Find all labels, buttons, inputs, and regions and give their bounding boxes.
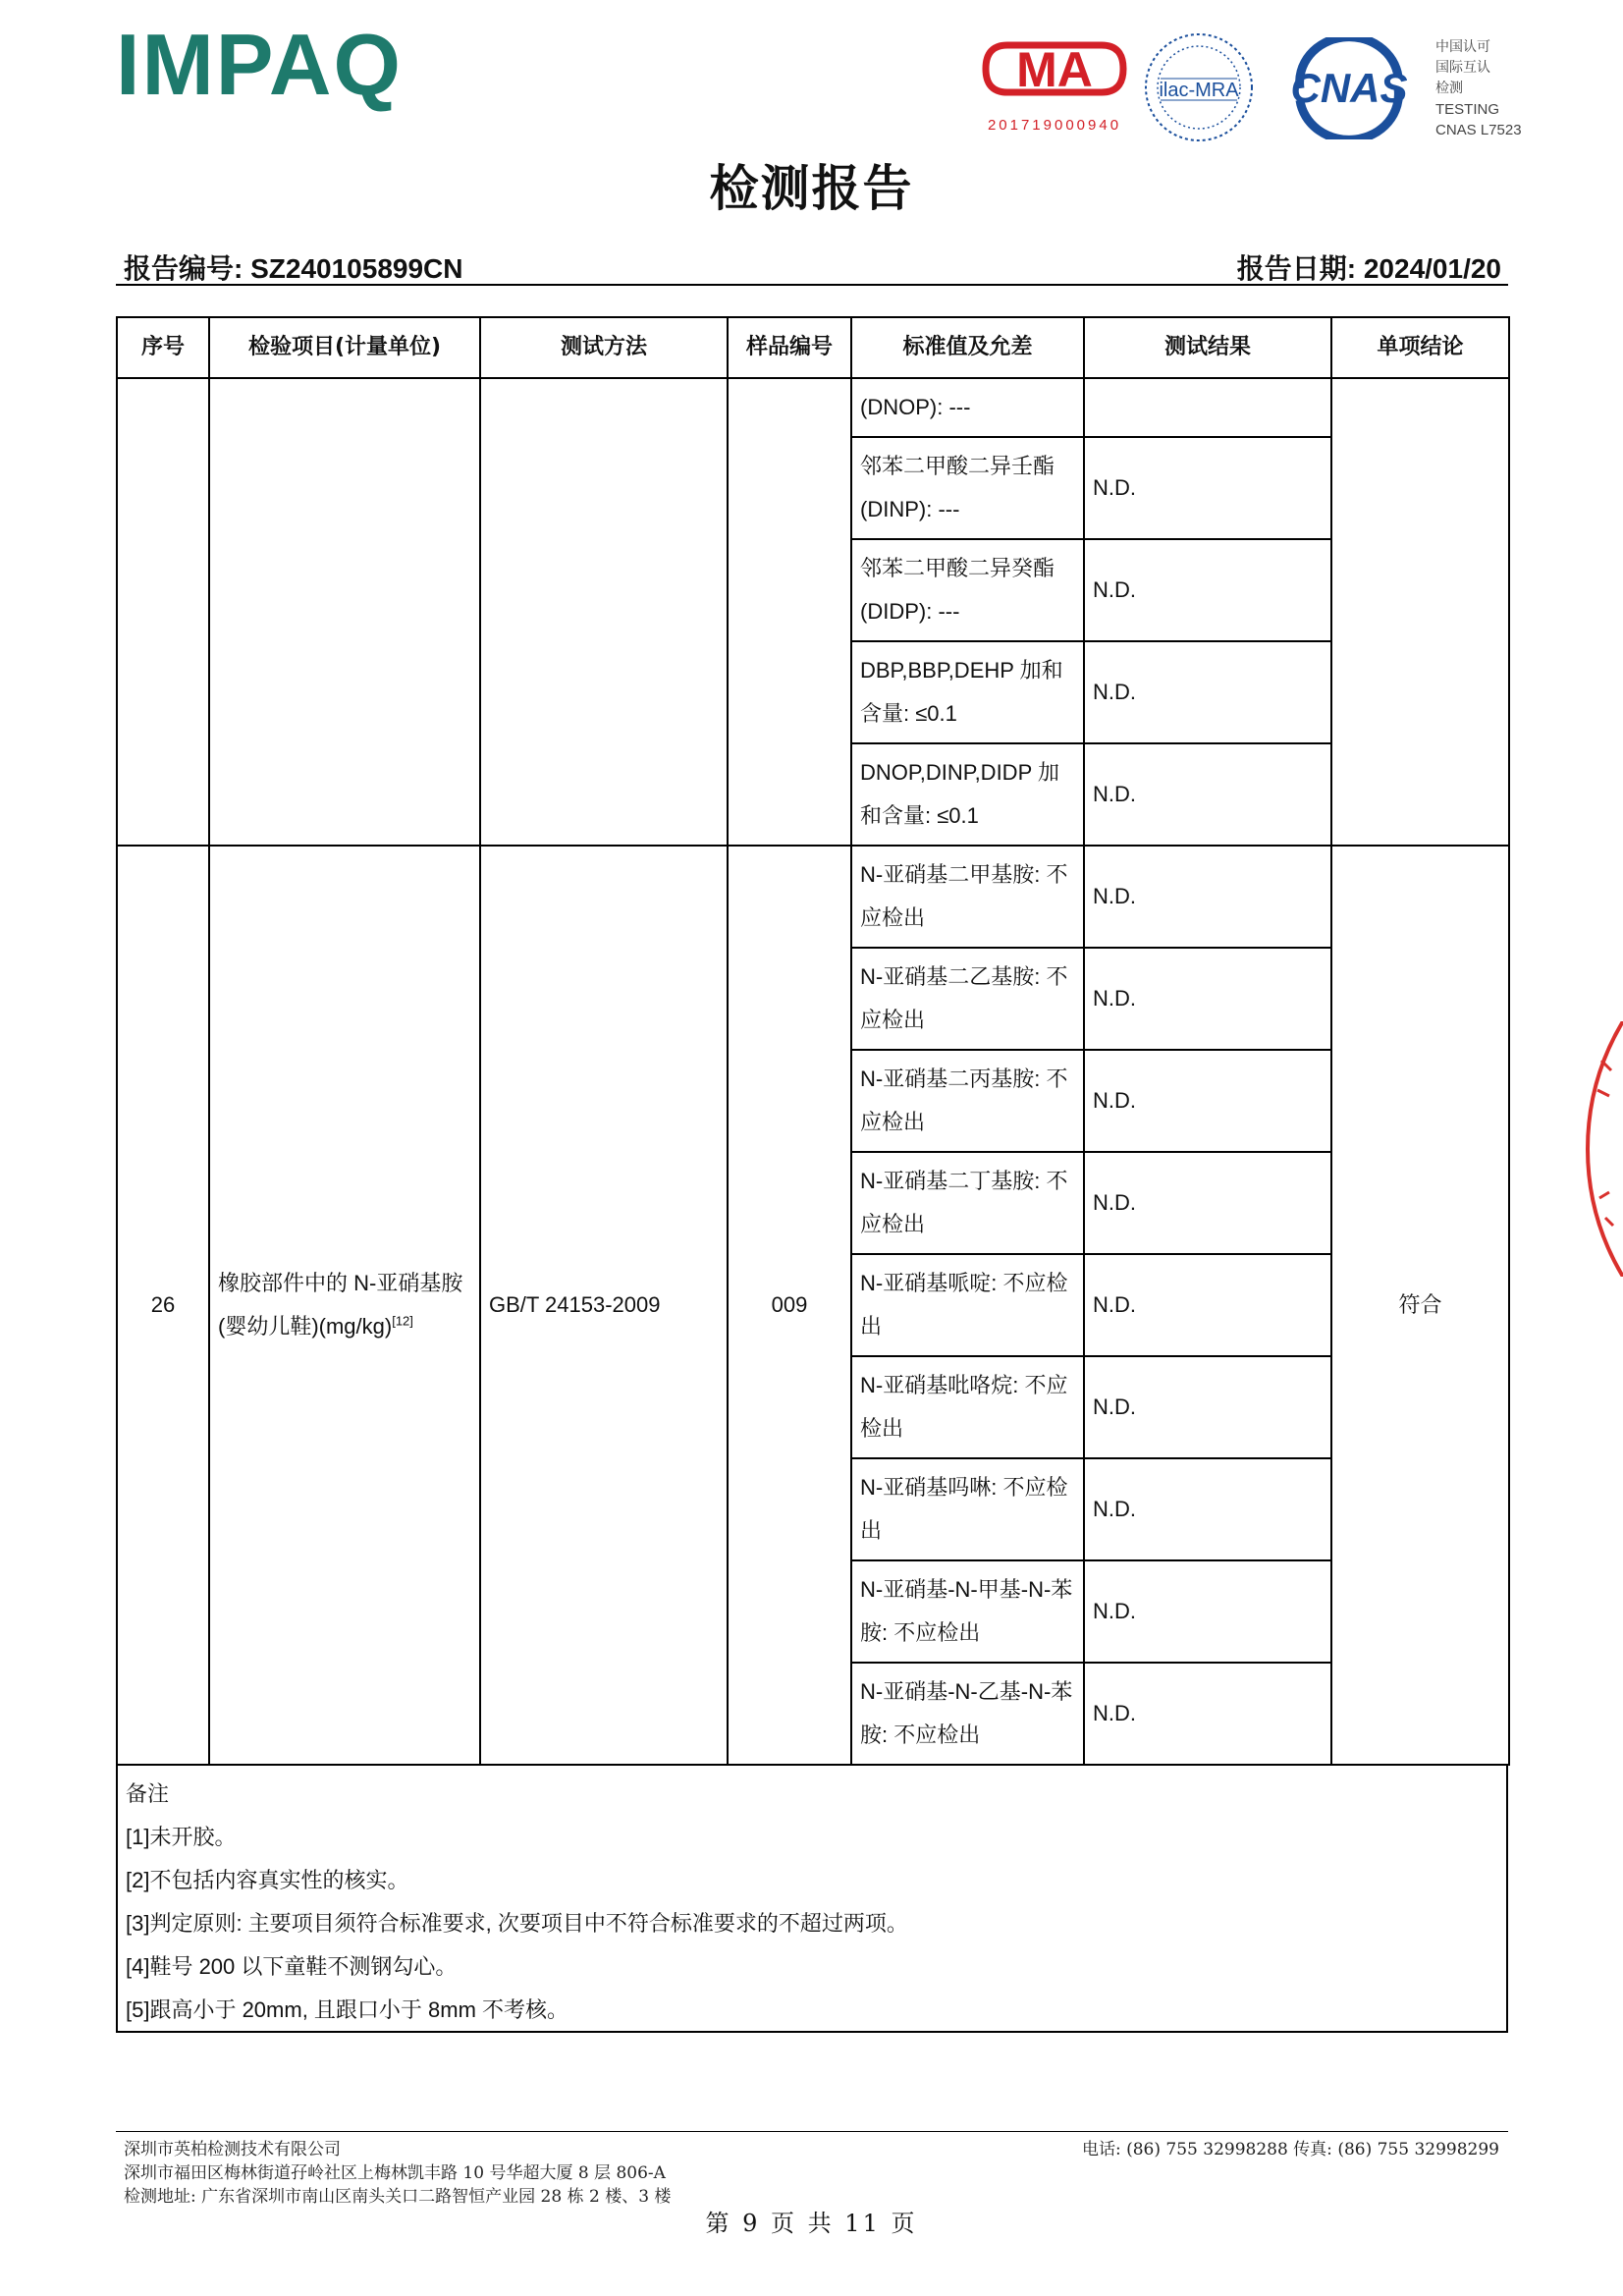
svg-text:CNAS: CNAS: [1290, 65, 1408, 111]
footer-company: 深圳市英柏检测技术有限公司: [124, 2140, 341, 2159]
result-cell: N.D.: [1084, 846, 1331, 948]
col-header-item: 检验项目(计量单位): [209, 317, 480, 378]
svg-text:ilac-MRA: ilac-MRA: [1159, 80, 1239, 101]
note-item: [5]跟高小于 20mm, 且跟口小于 8mm 不考核。: [126, 1997, 569, 2022]
result-cell: N.D.: [1084, 1663, 1331, 1765]
item-footnote-ref: [12]: [392, 1313, 413, 1329]
test-results-table: [116, 316, 1510, 1766]
footer-address: 深圳市福田区梅林街道孖岭社区上梅林凯丰路 10 号华超大厦 8 层 806-A: [124, 2163, 666, 2183]
ilac-mra-logo: [1141, 29, 1257, 145]
seal-stamp: [1584, 1021, 1623, 1277]
svg-text:MA: MA: [1016, 42, 1093, 97]
item-name-cell: [209, 846, 480, 1765]
col-header-no: 序号: [117, 317, 209, 378]
standard-cell: N-亚硝基吡咯烷: 不应检出: [851, 1356, 1084, 1458]
standard-cell: N-亚硝基二丙基胺: 不应检出: [851, 1050, 1084, 1152]
table-header-row: [117, 317, 1509, 378]
result-cell: N.D.: [1084, 948, 1331, 1050]
cont-method-cell: [480, 378, 728, 846]
result-cell: N.D.: [1084, 1560, 1331, 1663]
result-cell: N.D.: [1084, 437, 1331, 539]
result-cell: N.D.: [1084, 539, 1331, 641]
method-cell: GB/T 24153-2009: [480, 846, 728, 1765]
note-item: [2]不包括内容真实性的核实。: [126, 1868, 409, 1892]
cont-item-cell: [209, 378, 480, 846]
impaq-logo: IMPAQ: [116, 16, 403, 113]
result-cell: N.D.: [1084, 1356, 1331, 1458]
page-number: 第 9 页 共 11 页: [705, 2210, 918, 2237]
standard-cell: N-亚硝基哌啶: 不应检出: [851, 1254, 1084, 1356]
sample-no-cell: 009: [728, 846, 851, 1765]
result-cell: N.D.: [1084, 1254, 1331, 1356]
cont-no-cell: [117, 378, 209, 846]
item-no-cell: 26: [117, 846, 209, 1765]
report-date: 报告日期: 2024/01/20: [1236, 253, 1501, 284]
result-cell: N.D.: [1084, 1050, 1331, 1152]
standard-cell: N-亚硝基二丁基胺: 不应检出: [851, 1152, 1084, 1254]
col-header-method: 测试方法: [480, 317, 728, 378]
item-name-text: 橡胶部件中的 N-亚硝基胺 (婴幼儿鞋)(mg/kg): [218, 1271, 463, 1339]
footer-contact: 电话: (86) 755 32998288 传真: (86) 755 32998299: [1081, 2140, 1499, 2159]
report-number: 报告编号: SZ240105899CN: [124, 253, 463, 284]
result-cell: N.D.: [1084, 1152, 1331, 1254]
col-header-result: 测试结果: [1084, 317, 1331, 378]
footer-divider: [116, 2131, 1508, 2132]
result-cell: N.D.: [1084, 743, 1331, 846]
notes-box: [116, 1764, 1508, 2033]
standard-cell: N-亚硝基吗啉: 不应检出: [851, 1458, 1084, 1560]
note-item: [1]未开胶。: [126, 1825, 237, 1849]
notes-title: 备注: [126, 1781, 170, 1806]
col-header-standard: 标准值及允差: [851, 317, 1084, 378]
table-row: [117, 846, 1509, 948]
standard-cell: (DNOP): ---: [851, 378, 1084, 437]
standard-cell: 邻苯二甲酸二异癸酯 (DIDP): ---: [851, 539, 1084, 641]
cont-conclusion-cell: [1331, 378, 1509, 846]
table-row: [117, 378, 1509, 437]
svg-text:201719000940: 201719000940: [987, 117, 1122, 134]
note-item: [4]鞋号 200 以下童鞋不测钢勾心。: [126, 1954, 458, 1979]
standard-cell: N-亚硝基二乙基胺: 不应检出: [851, 948, 1084, 1050]
cma-logo: [978, 35, 1131, 139]
col-header-conclusion: 单项结论: [1331, 317, 1509, 378]
footer-lab-address: 检测地址: 广东省深圳市南山区南头关口二路智恒产业园 28 栋 2 楼、3 楼: [124, 2187, 672, 2207]
result-cell: N.D.: [1084, 641, 1331, 743]
standard-cell: N-亚硝基-N-甲基-N-苯胺: 不应检出: [851, 1560, 1084, 1663]
cnas-accreditation-text: 中国认可 国际互认 检测 TESTING CNAS L7523: [1435, 39, 1522, 138]
header-divider: [116, 284, 1508, 286]
conclusion-cell: 符合: [1331, 846, 1509, 1765]
note-item: [3]判定原则: 主要项目须符合标准要求, 次要项目中不符合标准要求的不超过两项。: [126, 1911, 908, 1936]
result-cell: [1084, 378, 1331, 437]
cont-sample-cell: [728, 378, 851, 846]
standard-cell: DBP,BBP,DEHP 加和含量: ≤0.1: [851, 641, 1084, 743]
cnas-logo: [1280, 37, 1418, 139]
result-cell: N.D.: [1084, 1458, 1331, 1560]
standard-cell: N-亚硝基-N-乙基-N-苯胺: 不应检出: [851, 1663, 1084, 1765]
col-header-sample: 样品编号: [728, 317, 851, 378]
standard-cell: N-亚硝基二甲基胺: 不应检出: [851, 846, 1084, 948]
standard-cell: 邻苯二甲酸二异壬酯 (DINP): ---: [851, 437, 1084, 539]
standard-cell: DNOP,DINP,DIDP 加和含量: ≤0.1: [851, 743, 1084, 846]
report-title: 检测报告: [709, 160, 914, 217]
